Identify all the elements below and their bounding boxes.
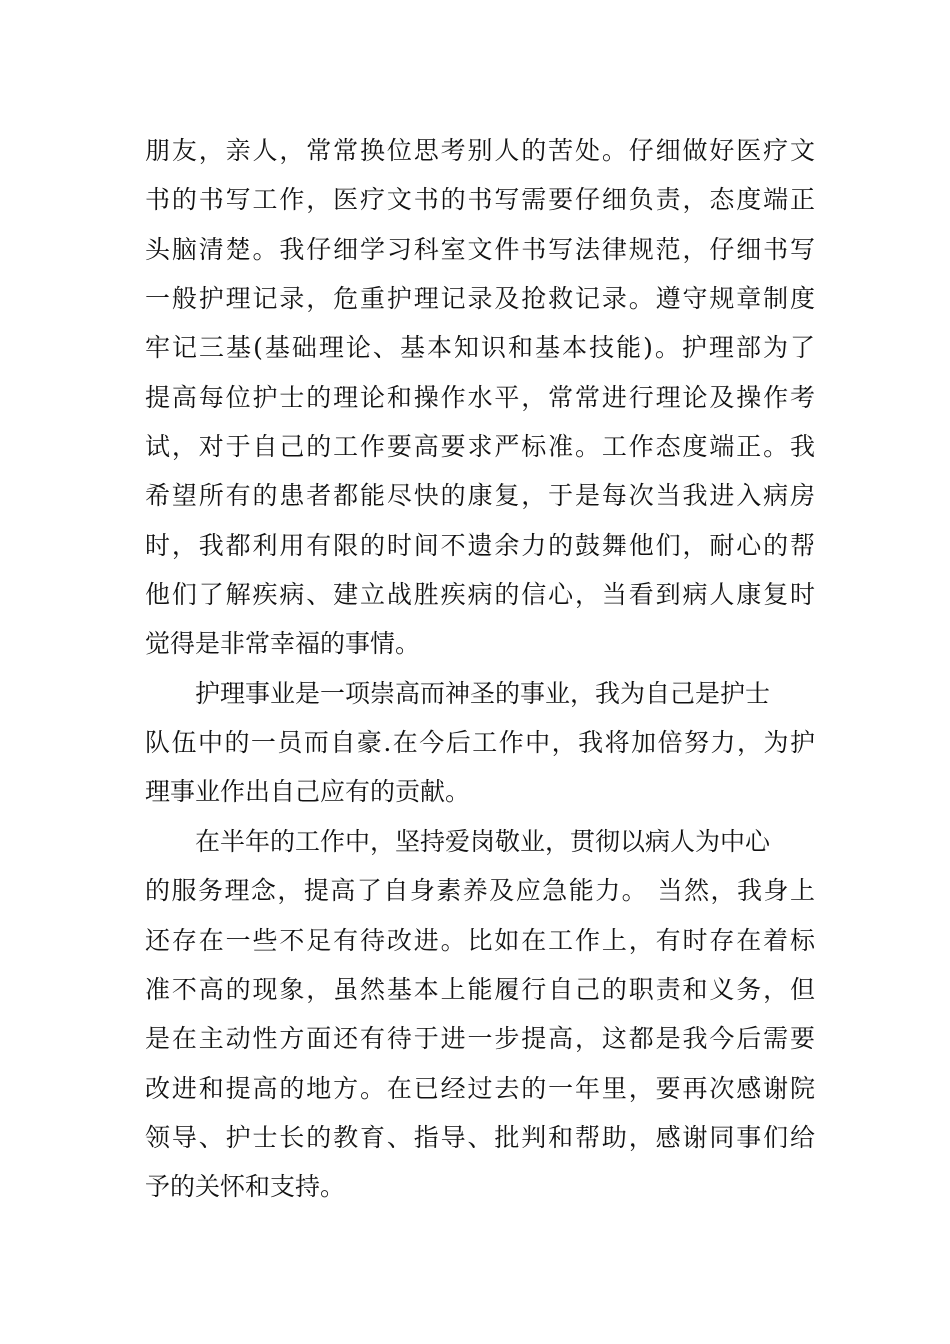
paragraph-line: 的服务理念，提高了自身素养及应急能力。 当然，我身上 — [145, 876, 815, 906]
paragraph-line: 他们了解疾病、建立战胜疾病的信心，当看到病人康复时 — [145, 580, 815, 610]
paragraph-line: 予的关怀和支持。 — [145, 1172, 346, 1202]
paragraph-line: 准不高的现象，虽然基本上能履行自己的职责和义务，但 — [145, 974, 815, 1004]
paragraph-line: 改进和提高的地方。在已经过去的一年里，要再次感谢院 — [145, 1073, 815, 1103]
paragraph-line: 时，我都利用有限的时间不遗余力的鼓舞他们，耐心的帮 — [145, 530, 815, 560]
paragraph-line: 队伍中的一员而自豪.在今后工作中，我将加倍努力，为护 — [145, 728, 815, 758]
paragraph-line: 护理事业是一项崇高而神圣的事业，我为自己是护士 — [195, 678, 771, 708]
paragraph-line: 朋友，亲人，常常换位思考别人的苦处。仔细做好医疗文 — [145, 136, 815, 165]
paragraph-line: 提高每位护士的理论和操作水平，常常进行理论及操作考 — [145, 382, 815, 412]
paragraph-line: 一般护理记录，危重护理记录及抢救记录。遵守规章制度 — [145, 284, 815, 314]
paragraph-line: 还存在一些不足有待改进。比如在工作上，有时存在着标 — [145, 925, 815, 955]
document-body — [145, 126, 815, 1212]
paragraph-line: 试，对于自己的工作要高要求严标准。工作态度端正。我 — [145, 432, 815, 462]
paragraph-line: 牢记三基(基础理论、基本知识和基本技能)。护理部为了 — [145, 333, 815, 363]
paragraph-line: 希望所有的患者都能尽快的康复，于是每次当我进入病房 — [145, 481, 815, 511]
paragraph-line: 理事业作出自己应有的贡献。 — [145, 777, 471, 807]
paragraph-line: 觉得是非常幸福的事情。 — [145, 629, 421, 659]
paragraph-line: 是在主动性方面还有待于进一步提高，这都是我今后需要 — [145, 1024, 815, 1054]
paragraph-line: 书的书写工作，医疗文书的书写需要仔细负责，态度端正 — [145, 185, 815, 215]
paragraph-line: 领导、护士长的教育、指导、批判和帮助，感谢同事们给 — [145, 1122, 815, 1152]
paragraph-line: 在半年的工作中，坚持爱岗敬业，贯彻以病人为中心 — [195, 826, 771, 856]
paragraph-line: 头脑清楚。我仔细学习科室文件书写法律规范，仔细书写 — [145, 234, 815, 264]
